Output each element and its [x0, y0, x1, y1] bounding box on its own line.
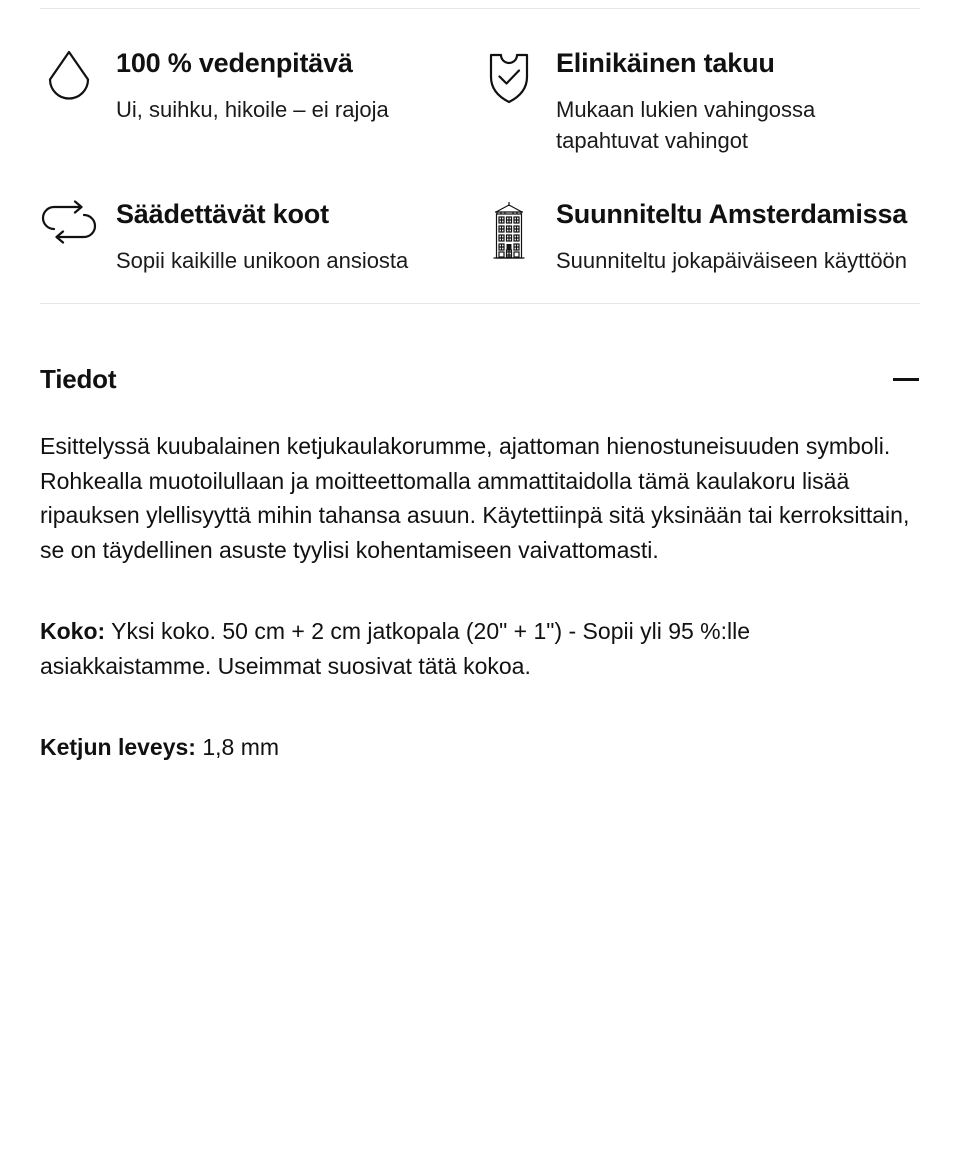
details-accordion-body — [40, 395, 920, 766]
feature-grid — [0, 9, 960, 303]
feature-description: Suunniteltu jokapäiväiseen käyttöön — [556, 248, 908, 274]
minus-bar — [893, 378, 919, 381]
details-size-paragraph — [40, 614, 920, 684]
details-lead-paragraph: Esittelyssä kuubalainen ketjukaulakorumme, ajattoman hienostuneisuuden symboli. Rohkealla muotoilullaan ja moitteettomalla ammattitaidolla tämä kaulakoru lisää ripauksen ylellisyyttä mihin tahansa asuun. Käytettiinpä sitä yksinään tai kerroksittain, se on täydellinen asuste tyylisi kohentamiseen vaivattomasti. — [40, 432, 910, 564]
size-label: Koko: — [40, 618, 106, 645]
feature-title: 100 % vedenpitävä — [116, 48, 353, 78]
feature-text-block — [556, 45, 920, 156]
details-section — [0, 304, 960, 766]
feature-item-lifetime-warranty — [480, 45, 920, 182]
details-title: Tiedot — [40, 363, 117, 394]
details-accordion-header[interactable] — [40, 304, 920, 395]
feature-text-block — [556, 196, 920, 276]
feature-description: Sopii kaikille unikoon ansiosta — [116, 248, 409, 274]
product-details-page — [0, 8, 960, 1153]
feature-title: Elinikäinen takuu — [556, 48, 775, 78]
feature-title: Säädettävät koot — [116, 199, 329, 230]
feature-text-block — [116, 196, 480, 276]
chain-width-value: 1,8 mm — [195, 734, 280, 761]
feature-item-designed-in-amsterdam — [480, 182, 920, 302]
feature-item-waterproof — [40, 45, 480, 182]
canal-house-icon — [480, 196, 538, 254]
feature-description: Mukaan lukien vahingossa tapahtuvat vahingot — [556, 96, 816, 154]
water-drop-icon — [40, 45, 98, 103]
chain-width-label: Ketjun leveys: — [40, 734, 196, 761]
shield-check-icon — [480, 45, 538, 103]
feature-title: Suunniteltu Amsterdamissa — [556, 199, 908, 230]
feature-description: Ui, suihku, hikoile – ei rajoja — [116, 96, 389, 122]
details-chain-width-paragraph — [40, 730, 920, 765]
size-value: Yksi koko. 50 cm + 2 cm jatkopala (20" + 1") - Sopii yli 95 %:lle asiakkaistamme. Useimmat suosivat tätä kokoa. — [40, 618, 751, 680]
feature-item-adjustable-sizes — [40, 182, 480, 302]
feature-text-block — [116, 45, 480, 125]
minus-icon[interactable] — [892, 365, 920, 393]
swap-arrows-icon — [40, 196, 98, 254]
